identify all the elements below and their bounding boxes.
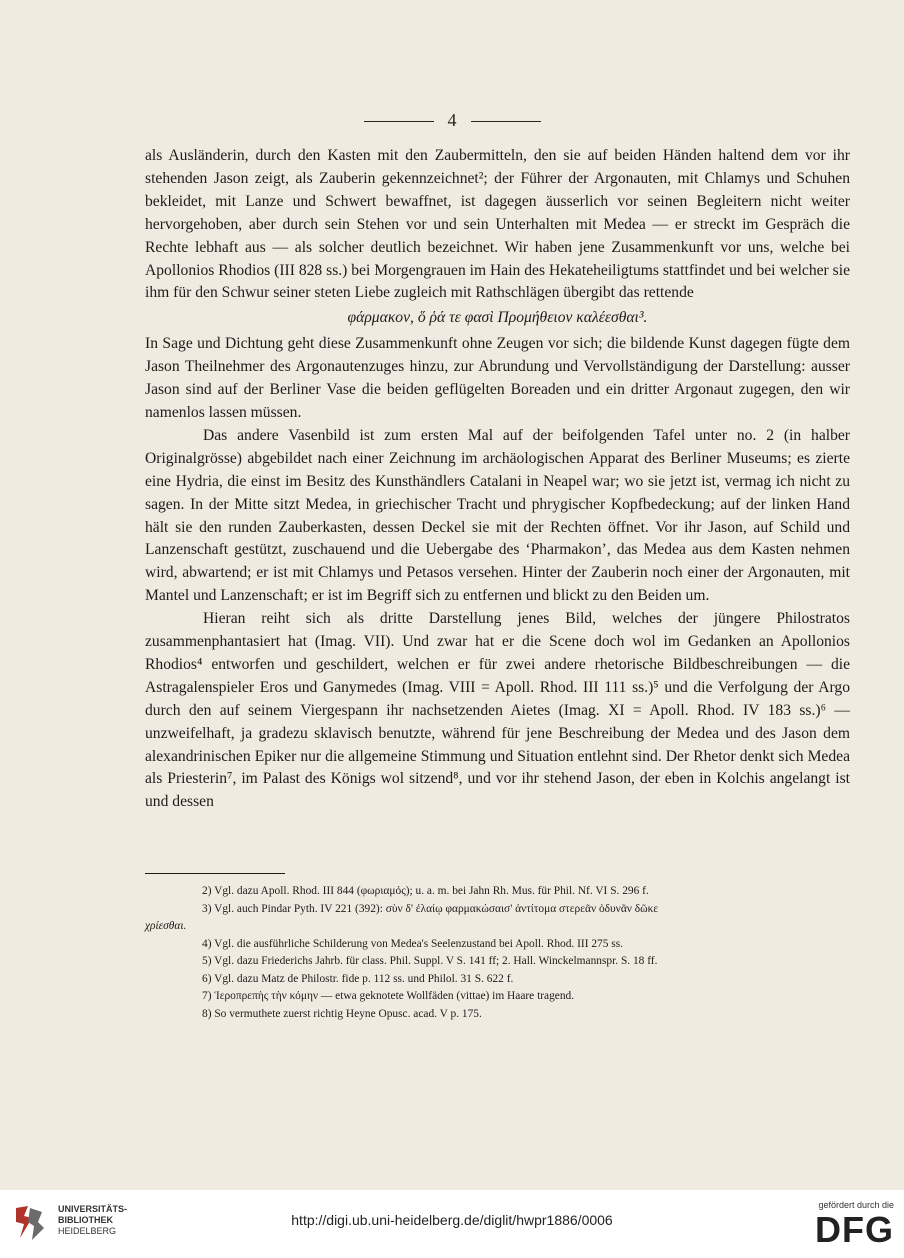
paragraph-4: Hieran reiht sich als dritte Darstellung jenes Bild, welches der jüngere Philostratos zusammenphantasiert hat (Imag. VII). Und zwar hat er die Scene doch wol im Gedanken an Apollonios Rhodios⁴ entworfen und geschildert, welchen er für zwei andere rhetorische Bildbeschreibungen — die Astragalenspieler Eros und Ganymedes (Imag. VIII = Apoll. Rhod. III 111 ss.)⁵ und die Verfolgung der Argo durch den auf seinem Viergespann ihr nachsetzenden Aietes (Imag. XI = Apoll. Rhod. IV 183 ss.)⁶ — unzweifelhaft, ja gradezu sklavisch benutzte, während für jene Beschreibung der Medea und des Jason dem alexandrinischen Epiker nur die allgemeine Stimmung und Situation entlehnt sind. Der Rhetor denkt sich Medea als Priesterin⁷, im Palast des Königs wol sitzend⁸, und vor ihr stehend Jason, der eben in Kolchis angelangt ist und dessen — [145, 610, 850, 811]
footnote-6: 6) Vgl. dazu Matz de Philostr. fide p. 112 ss. und Philol. 31 S. 622 f. — [202, 972, 514, 985]
dfg-logo[interactable] — [784, 1200, 894, 1248]
footnote-2: 2) Vgl. dazu Apoll. Rhod. III 844 (φωριαμός); u. a. m. bei Jahn Rh. Mus. für Phil. Nf. VI S. 296 f. — [202, 885, 649, 897]
paragraph-1: als Ausländerin, durch den Kasten mit den Zaubermitteln, den sie auf beiden Händen haltend dem vor ihr stehenden Jason zeigt, als Zauberin gekennzeichnet²; der Führer der Argonauten, mit Chlamys und Schuhen bekleidet, mit Lanze und Schwert bewaffnet, ist dagegen äusserlich vor seinen Begleitern nicht weiter hervorgehoben, aber durch sein Stehen vor und sein Unterhalten mit Medea — er streckt im Gespräch die Rechte lebhaft aus — als solcher deutlich bezeichnet. Wir haben jene Zusammenkunft vor uns, welche bei Apollonios Rhodios (III 828 ss.) bei Morgengrauen im Hain des Hekateheiligtums stattfindet und bei welcher sie ihm für den Schwur seiner steten Liebe zugleich mit Rathschlägen übergibt das rettende — [145, 147, 850, 302]
footnote-3: 3) Vgl. auch Pindar Pyth. IV 221 (392): σὺν δ' ἐλαίῳ φαρμακώσαισ' ἀντίτομα στερεᾶν ὀδυνᾶν δῶκε — [202, 902, 659, 915]
footnote-rule — [145, 873, 285, 874]
footnote-8: 8) So vermuthete zuerst richtig Heyne Opusc. acad. V p. 175. — [202, 1007, 482, 1020]
footnote-5: 5) Vgl. dazu Friederichs Jahrb. für class. Phil. Suppl. V S. 141 ff; 2. Hall. Winckelmannspr. S. 18 ff. — [202, 955, 658, 967]
library-name-line-2: BIBLIOTHEK — [58, 1215, 113, 1225]
paragraph-2: In Sage und Dichtung geht diese Zusammenkunft ohne Zeugen vor sich; die bildende Kunst dagegen fügte dem Jason Theilnehmer des Argonautenzuges hinzu, zur Abrundung und Vervollständigung der Darstellung: ausser Jason sind auf der Berliner Vase die beiden geflügelten Boreaden und ein dritter Argonaut zugegen, den wir namenlos lassen müssen. — [145, 335, 850, 421]
header-dash-right — [471, 121, 541, 122]
paragraph-3: Das andere Vasenbild ist zum ersten Mal auf der beifolgenden Tafel unter no. 2 (in halber Originalgrösse) abgebildet nach einer Zeichnung im archäologischen Apparat des Berliner Museums; es zierte eine Hydria, die einst im Besitz des Kunsthändlers Catalani in Neapel war; wo sie jetzt ist, vermag ich nicht zu sagen. In der Mitte sitzt Medea, in griechischer Tracht und phrygischer Kopfbedeckung; auf der linken Hand hält sie den runden Zauberkasten, dessen Deckel sie mit der Rechten öffnet. Vor ihr Jason, auf Schild und Lanzenschaft gestützt, zuschauend und die Uebergabe des ‘Pharmakon’, das Medea aus dem Kasten nehmen wird, abwartend; er ist mit Chlamys und Petasos versehen. Hinter der Zauberin noch einer der Argonauten, mit Mantel und Lanzenschaft; er ist im Begriff sich zu entfernen und blickt zu den Beiden um. — [145, 426, 850, 605]
page-header — [0, 110, 904, 131]
page-number: 4 — [447, 110, 457, 130]
body-text — [145, 145, 850, 814]
greek-verse: φάρμακον, ὅ ῥά τε φασὶ Προμήθειον καλέεσθαι³. — [347, 309, 648, 327]
header-dash-left — [364, 121, 434, 122]
footnotes — [145, 883, 850, 1023]
permalink-url[interactable]: http://digi.ub.uni-heidelberg.de/diglit/hwpr1886/0006 — [291, 1212, 613, 1228]
footnote-3-continuation: χρίεσθαι. — [145, 920, 187, 932]
library-name-line-1: UNIVERSITÄTS- — [58, 1204, 128, 1214]
footnote-7: 7) Ἱεροπρεπὴς τὴν κόμην — etwa geknotete Wollfäden (vittae) im Haare tragend. — [202, 990, 575, 1002]
footer-bar — [0, 1190, 904, 1258]
footnote-4: 4) Vgl. die ausführliche Schilderung von Medea's Seelenzustand bei Apoll. Rhod. III 275 ss. — [202, 937, 624, 950]
library-name-line-3: HEIDELBERG — [58, 1226, 117, 1236]
sponsor-name: DFG — [815, 1209, 894, 1250]
sponsor-label: gefördert durch die — [818, 1200, 894, 1210]
